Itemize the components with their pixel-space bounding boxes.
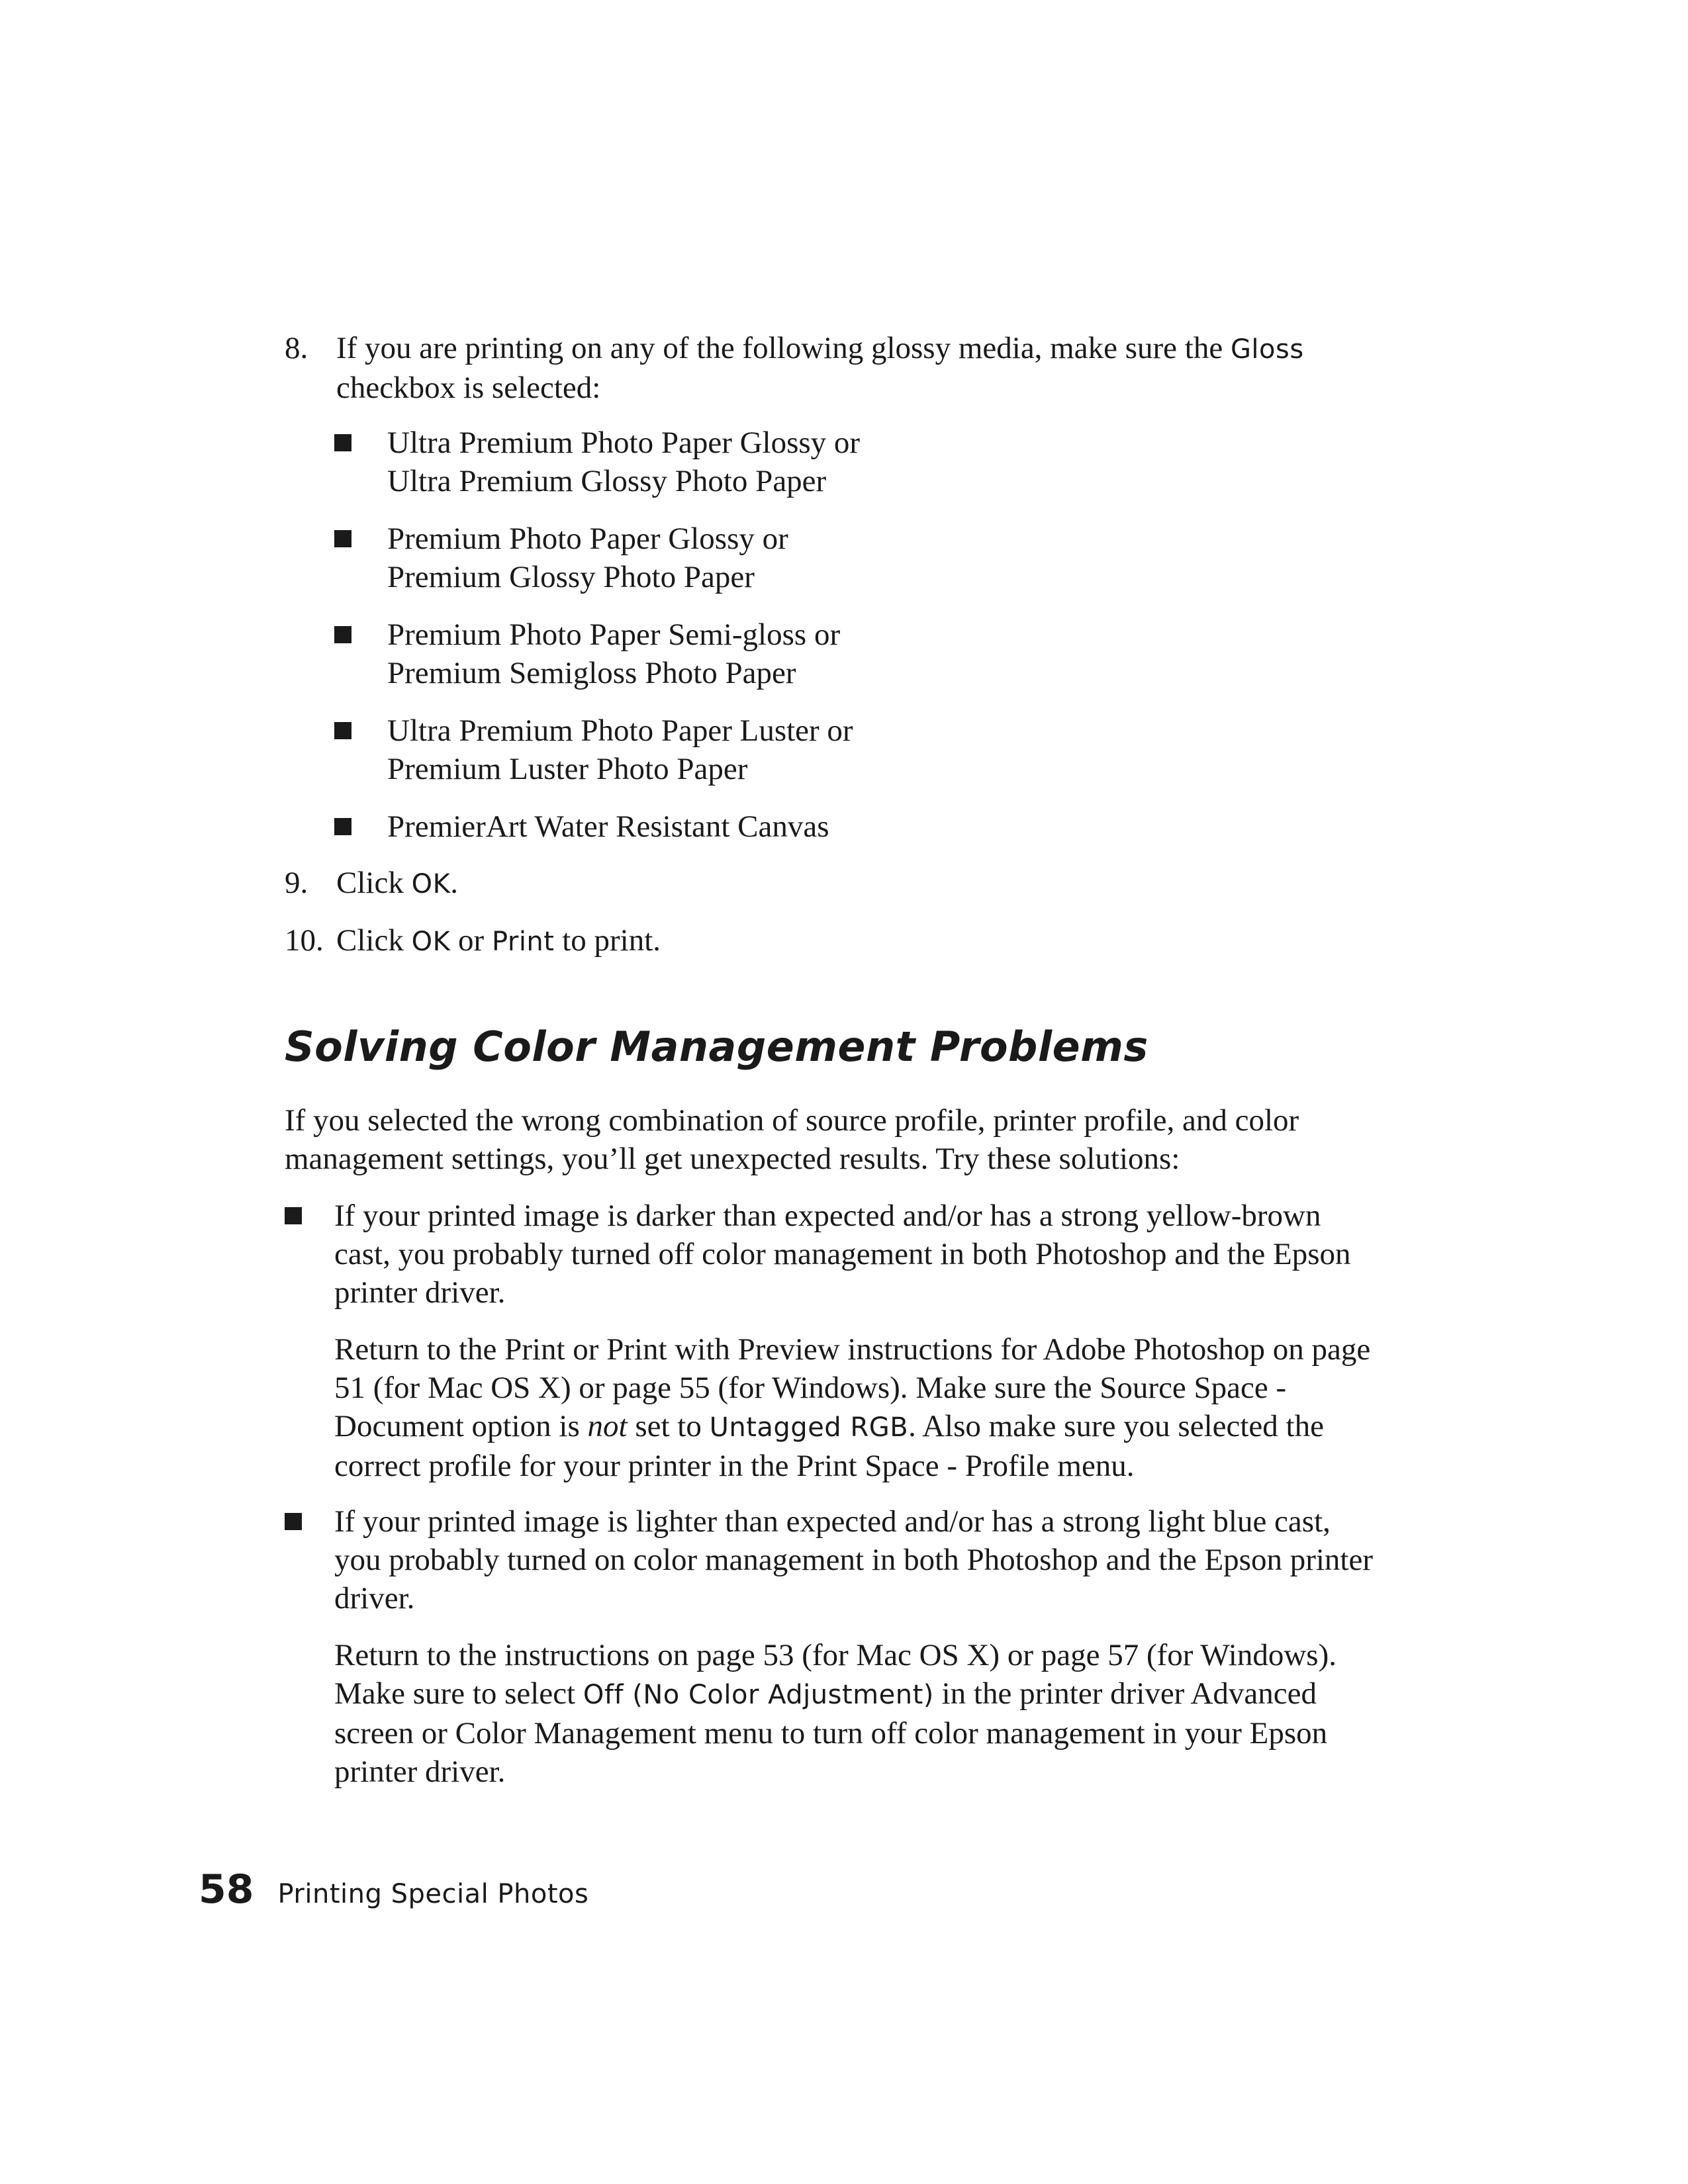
bullet-icon (334, 818, 352, 835)
step-text-part: . (450, 866, 459, 900)
media-line: Premium Semigloss Photo Paper (387, 656, 796, 690)
step-number: 8. (285, 331, 308, 365)
step-text-part: Click (336, 923, 412, 958)
section-heading: Solving Color Management Problems (285, 1023, 1149, 1071)
media-item (334, 807, 1261, 846)
step-text-part: to print. (554, 923, 661, 958)
step-text (336, 329, 1377, 407)
bullet-icon (334, 626, 352, 643)
bullet-icon (334, 722, 352, 739)
media-item (334, 424, 1261, 500)
solution-item (285, 1502, 1383, 1791)
page-number: 58 (199, 1866, 254, 1913)
ok-label: OK (411, 927, 451, 957)
bullet-icon (285, 1207, 302, 1224)
paragraph-part: set to (627, 1409, 710, 1443)
solution-text: If your printed image is lighter than expected and/or has a strong light blue cast, you probably turned on color management in both Photoshop and the Epson printer driver. (334, 1504, 1373, 1615)
step-10 (285, 921, 1377, 961)
untagged-rgb-label: Untagged RGB (709, 1412, 909, 1443)
media-item (334, 711, 1261, 788)
bullet-icon (334, 530, 352, 547)
step-text-part: checkbox is selected: (336, 371, 601, 405)
step-number: 9. (285, 866, 308, 900)
off-no-color-adjustment-label: Off (No Color Adjustment) (583, 1680, 934, 1710)
step-text-part: If you are printing on any of the following glossy media, make sure the (336, 331, 1231, 365)
media-line: Ultra Premium Photo Paper Glossy or (387, 426, 861, 460)
print-label: Print (491, 927, 555, 957)
step-number: 10. (285, 923, 324, 958)
section-intro: If you selected the wrong combination of source profile, printer profile, and color management settings, you’ll get unexpected results. Try these solutions: (285, 1103, 1299, 1176)
media-line: Premium Photo Paper Glossy or (387, 522, 788, 556)
bullet-icon (285, 1513, 302, 1530)
paragraph-part: Return to the instructions on page 53 (for Mac OS X) or page 57 (for Windows). Make sure to select (334, 1638, 1336, 1711)
media-item (334, 520, 1261, 596)
paragraph-part: Return to the Print or Print with Preview instructions for Adobe Photoshop on page 51 (for Mac OS X) or page 55 (for Windows). Make sure the Source Space - Document option is (334, 1332, 1371, 1443)
step-text-part: or (450, 923, 492, 958)
media-line: Ultra Premium Glossy Photo Paper (387, 464, 827, 498)
media-line: PremierArt Water Resistant Canvas (387, 809, 829, 844)
step-text-part: Click (336, 866, 412, 900)
ok-label: OK (411, 869, 451, 899)
page-footer (199, 1866, 588, 1913)
solution-item (285, 1197, 1383, 1485)
solution-paragraph (334, 1636, 1383, 1791)
bullet-icon (334, 434, 352, 451)
emphasis-text: not (587, 1409, 628, 1443)
media-line: Premium Photo Paper Semi-gloss or (387, 617, 841, 652)
paragraph-part: in the printer driver Advanced screen or Color Management menu to turn off color management in your Epson printer driver. (334, 1676, 1328, 1789)
chapter-title: Printing Special Photos (277, 1879, 589, 1909)
media-line: Premium Luster Photo Paper (387, 752, 748, 786)
media-line: Ultra Premium Photo Paper Luster or (387, 713, 853, 748)
step-8 (285, 329, 1377, 407)
solution-text: If your printed image is darker than expected and/or has a strong yellow-brown cast, you probably turned off color management in both Photoshop and the Epson printer driver. (334, 1199, 1351, 1310)
step-9 (285, 864, 1377, 903)
gloss-label: Gloss (1230, 334, 1304, 365)
media-item (334, 615, 1261, 692)
solution-paragraph (334, 1330, 1383, 1485)
media-line: Premium Glossy Photo Paper (387, 560, 755, 594)
paragraph-part: . Also make sure you selected the correct profile for your printer in the Print Space - Profile menu. (334, 1409, 1324, 1483)
